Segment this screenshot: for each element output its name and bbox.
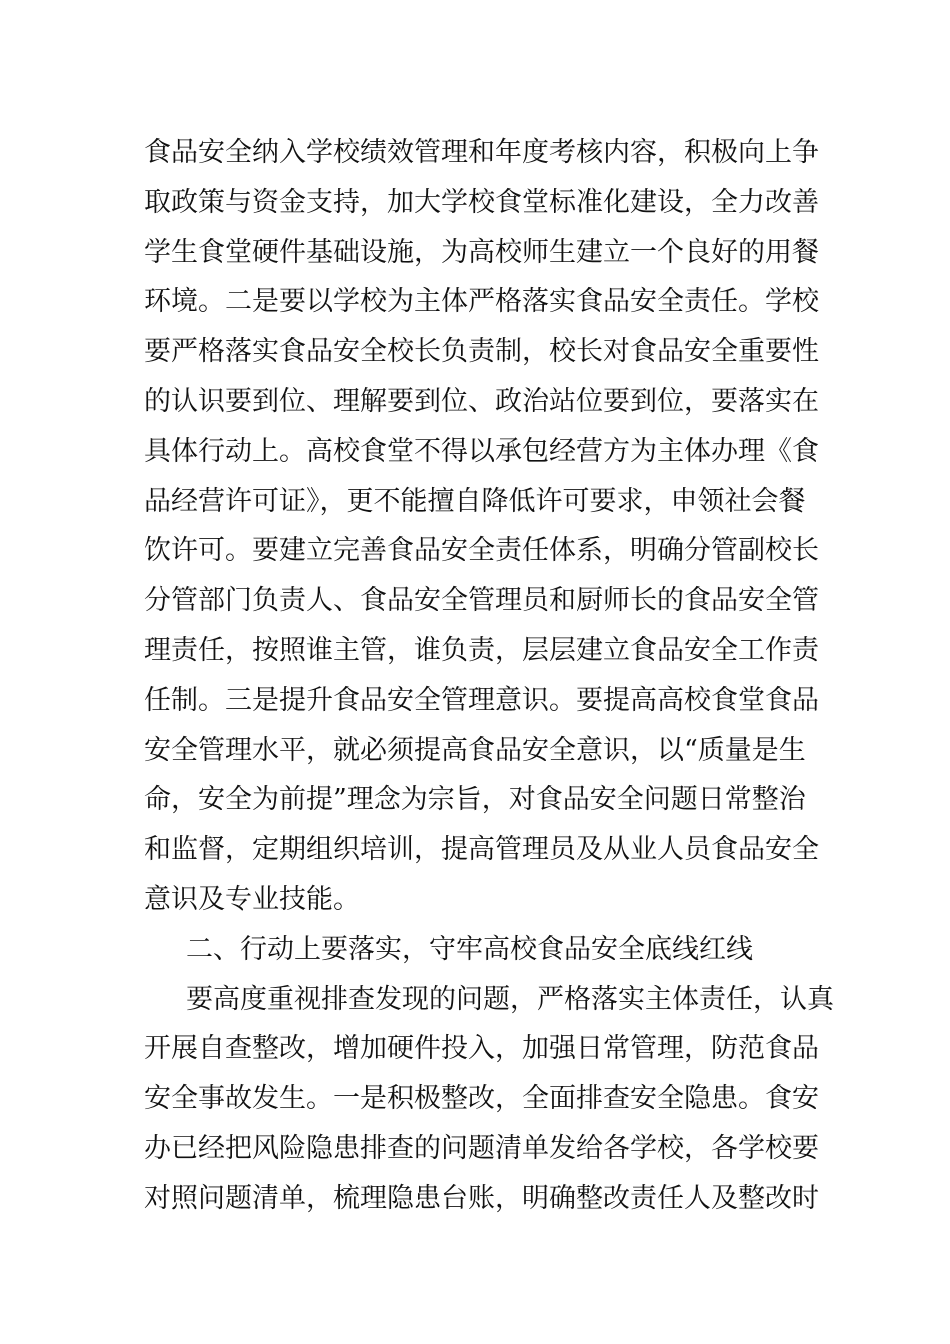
section-heading: 二、行动上要落实，守牢高校食品安全底线红线 bbox=[186, 933, 753, 965]
text-line: 分管部门负责人、食品安全管理员和厨师长的食品安全管 bbox=[144, 585, 819, 617]
text-line: 食品安全纳入学校绩效管理和年度考核内容，积极向上争 bbox=[144, 137, 819, 168]
text-line: 和监督，定期组织培训，提高管理员及从业人员食品安全 bbox=[144, 834, 819, 866]
text-line: 意识及专业技能。 bbox=[144, 883, 360, 915]
text-line: 取政策与资金支持，加大学校食堂标准化建设，全力改善 bbox=[144, 186, 819, 218]
text-line: 品经营许可证》，更不能擅自降低许可要求，申领社会餐 bbox=[144, 485, 806, 517]
text-line: 学生食堂硬件基础设施，为高校师生建立一个良好的用餐 bbox=[144, 236, 819, 268]
text-line: 任制。三是提升食品安全管理意识。要提高高校食堂食品 bbox=[144, 684, 819, 716]
text-line: 要严格落实食品安全校长负责制，校长对食品安全重要性 bbox=[144, 336, 819, 368]
document-body bbox=[144, 128, 834, 1224]
text-line: 安全事故发生。一是积极整改，全面排查安全隐患。食安 bbox=[144, 1083, 819, 1115]
text-line: 对照问题清单，梳理隐患台账，明确整改责任人及整改时 bbox=[144, 1182, 819, 1214]
text-line: 安全管理水平，就必须提高食品安全意识，以“质量是生 bbox=[144, 734, 806, 766]
text-line: 办已经把风险隐患排查的问题清单发给各学校，各学校要 bbox=[144, 1132, 819, 1164]
text-line: 环境。二是要以学校为主体严格落实食品安全责任。学校 bbox=[144, 286, 819, 318]
text-line: 饮许可。要建立完善食品安全责任体系，明确分管副校长 bbox=[144, 535, 819, 567]
text-line: 理责任，按照谁主管，谁负责，层层建立食品安全工作责 bbox=[144, 634, 819, 666]
text-line: 命，安全为前提”理念为宗旨，对食品安全问题日常整治 bbox=[144, 784, 806, 816]
text-line: 具体行动上。高校食堂不得以承包经营方为主体办理《食 bbox=[144, 435, 819, 467]
paragraph-first-line: 要高度重视排查发现的问题，严格落实主体责任，认真 bbox=[186, 983, 834, 1015]
text-line: 开展自查整改，增加硬件投入，加强日常管理，防范食品 bbox=[144, 1033, 819, 1065]
text-line: 的认识要到位、理解要到位、政治站位要到位，要落实在 bbox=[144, 385, 819, 417]
